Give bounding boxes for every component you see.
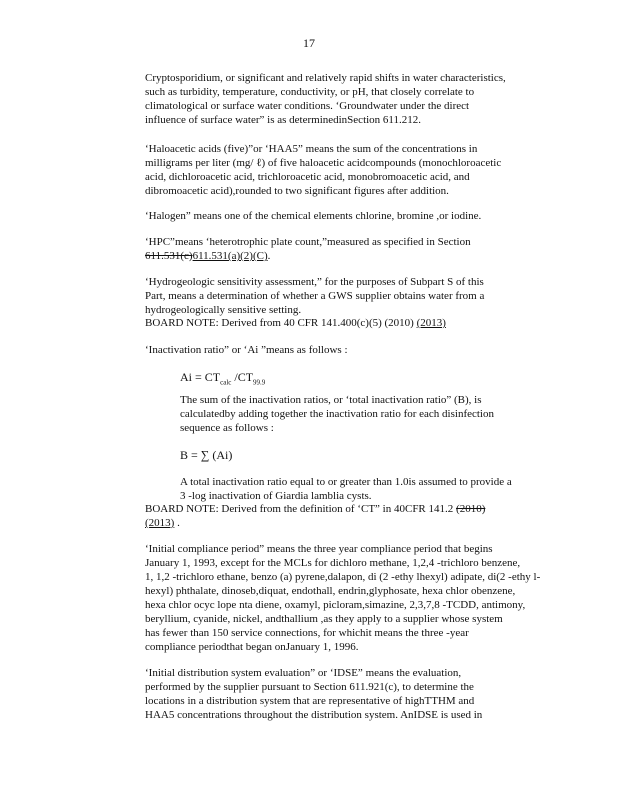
text-line: The sum of the inactivation ratios, or ‘total inactivation ratio” (B), is [180, 394, 482, 406]
text-line: ‘Haloacetic acids (five)”or ‘HAA5” means the sum of the concentrations in [145, 143, 478, 155]
text-line: acid, dichloroacetic acid, trichloroacetic acid, monobromoacetic acid, and [145, 171, 470, 183]
text-line: HAA5 concentrations throughout the distribution system. AnIDSE is used in [145, 709, 483, 721]
inserted-text: 611.531(a)(2)(C) [192, 250, 268, 262]
board-note: BOARD NOTE: Derived from the definition of ‘CT” in 40CFR 141.2 (2010) [145, 503, 486, 515]
text-line: ‘Initial compliance period” means the three year compliance period that begins [145, 543, 493, 555]
text-line: influence of surface water” is as determinedinSection 611.212. [145, 114, 422, 126]
text-line: performed by the supplier pursuant to Section 611.921(c), to determine the [145, 681, 474, 693]
text-line: milligrams per liter (mg/ ℓ) of five haloacetic acidcompounds (monochloroacetic [145, 157, 502, 169]
text-line: ‘Initial distribution system evaluation” or ‘IDSE” means the evaluation, [145, 667, 462, 679]
board-note: BOARD NOTE: Derived from 40 CFR 141.400(c)(5) (2010) (2013) [145, 317, 446, 329]
text-line: (2013) . [145, 517, 180, 529]
text-line: ‘Halogen” means one of the chemical elements chlorine, bromine ,or iodine. [145, 210, 482, 222]
formula-b: B = ∑ (Ai) [180, 448, 233, 462]
text-line: has fewer than 150 service connections, for whichit means the three -year [145, 627, 469, 639]
text-line: ‘HPC”means ‘heterotrophic plate count,”measured as specified in Section [145, 236, 471, 248]
text-line: hexa chlor ocyc lope nta diene, oxamyl, picloram,simazine, 2,3,7,8 -TCDD, antimony, [145, 599, 526, 611]
inserted-text: (2013) [145, 517, 175, 529]
text-line: beryllium, cyanide, nickel, andthallium ,as they apply to a supplier whose system [145, 613, 503, 625]
inserted-text: (2013) [416, 317, 446, 329]
text-line: hydrogeologically sensitive setting. [145, 304, 302, 316]
text-line: hexyl) phthalate, dinoseb,diquat, endothall, endrin,glyphosate, hexa chlor obenzene, [145, 585, 516, 597]
text-line: sequence as follows : [180, 422, 274, 434]
struck-text: (2010) [456, 503, 486, 515]
text-line: ‘Inactivation ratio” or ‘Ai ”means as follows : [145, 344, 348, 356]
text-line: locations in a distribution system that are representative of highTTHM and [145, 695, 475, 707]
text-line: ‘Hydrogeologic sensitivity assessment,” for the purposes of Subpart S of this [145, 276, 484, 288]
text-line: dibromoacetic acid),rounded to two significant figures after addition. [145, 185, 449, 197]
text-line: A total inactivation ratio equal to or greater than 1.0is assumed to provide a [180, 476, 512, 488]
formula-ai: $Ai = CT_{calc}$ $/CT_{99.9}$ [180, 370, 266, 387]
text-line: compliance periodthat began onJanuary 1, 1996. [145, 641, 359, 653]
text-line: January 1, 1993, except for the MCLs for dichloro methane, 1,2,4 -trichloro benzene, [145, 557, 521, 569]
struck-text: 611.531(c) [145, 250, 193, 262]
text-line: 1, 1,2 -trichloro ethane, benzo (a) pyrene,dalapon, di (2 -ethy lhexyl) adipate, di(2 -ethy l- [145, 571, 541, 583]
text-line: climatological or surface water conditions. ‘Groundwater under the direct [145, 100, 470, 112]
text-line: 611.531(c)611.531(a)(2)(C). [145, 250, 271, 262]
text-line: Part, means a determination of whether a GWS supplier obtains water from a [145, 290, 485, 302]
page-number: 17 [303, 36, 315, 50]
text-line: such as turbidity, temperature, conductivity, or pH, that closely correlate to [145, 86, 475, 98]
text-line: Cryptosporidium, or significant and relatively rapid shifts in water characteristics, [145, 72, 506, 84]
text-line: calculatedby adding together the inactivation ratio for each disinfection [180, 408, 494, 420]
text-line: 3 -log inactivation of Giardia lamblia cysts. [180, 490, 372, 502]
